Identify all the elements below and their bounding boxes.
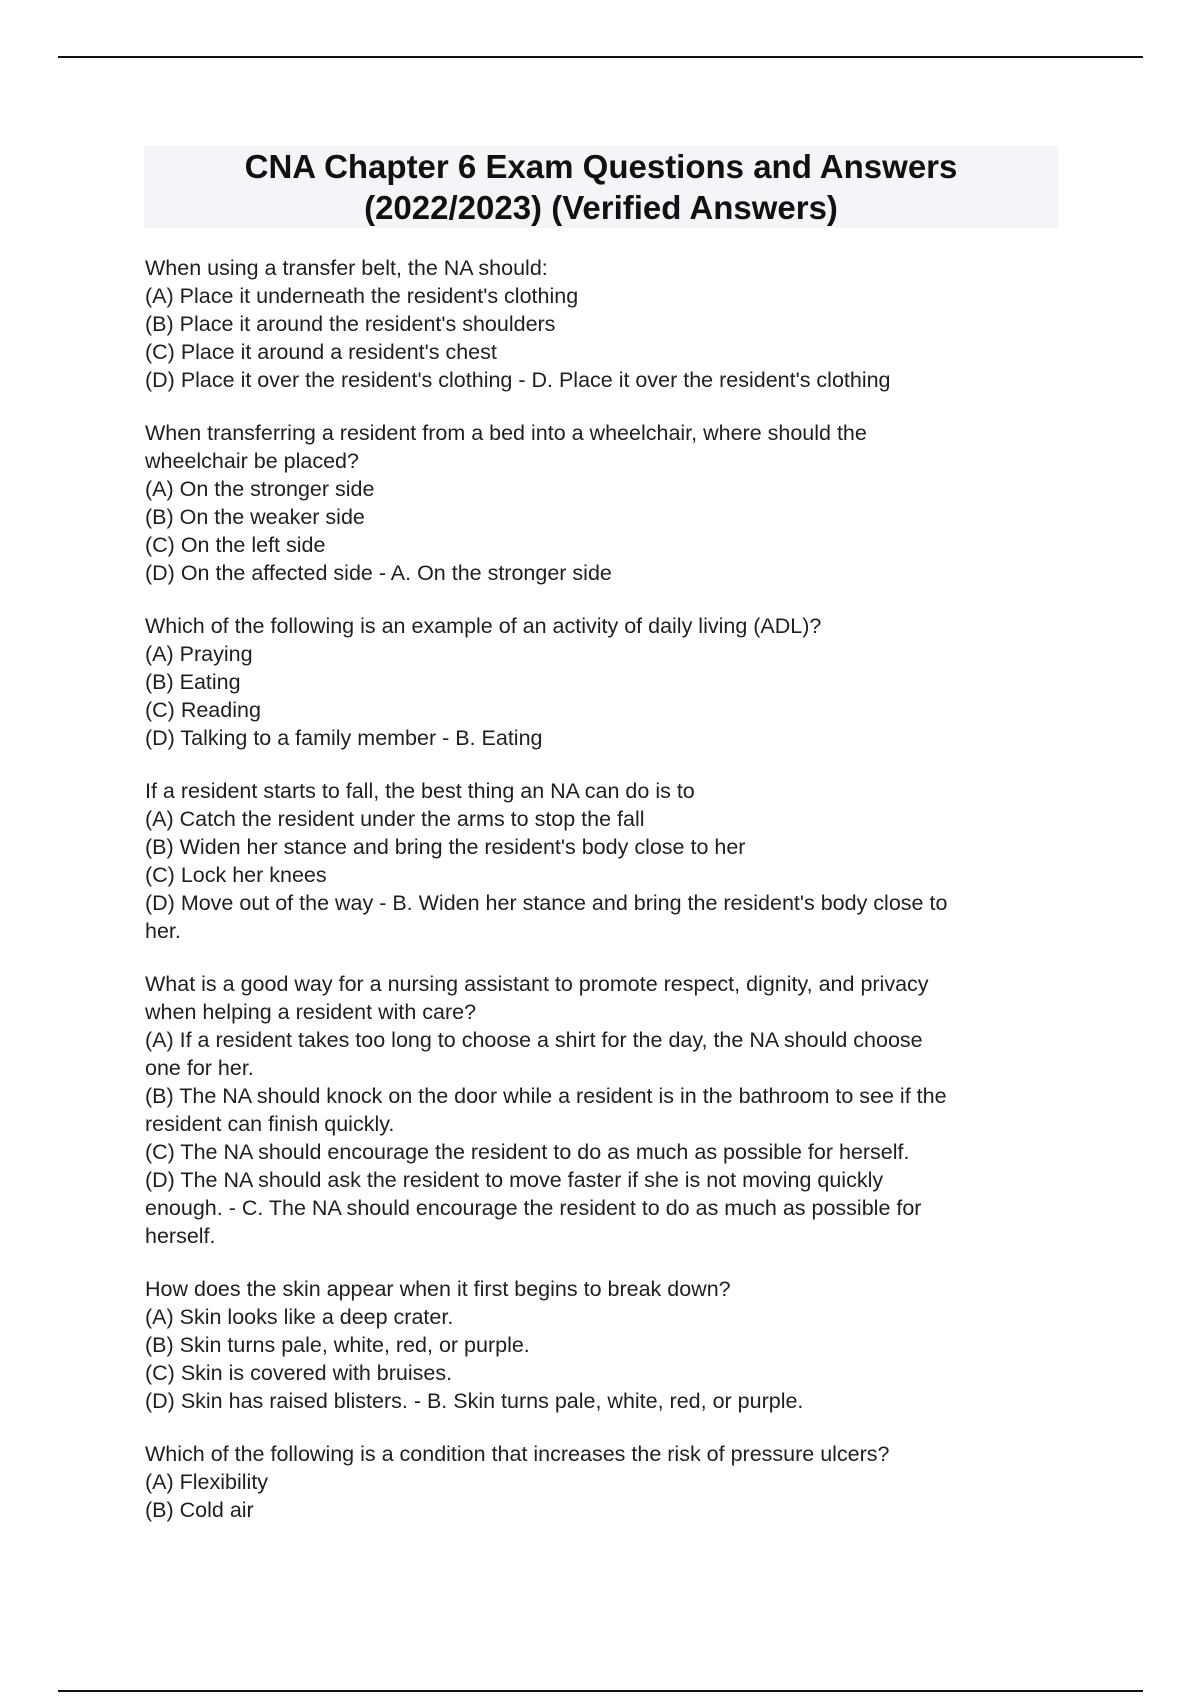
question-text: If a resident starts to fall, the best thing an NA can do is to [145, 779, 695, 803]
question-text: When using a transfer belt, the NA should: [145, 256, 548, 280]
question-line: (D) The NA should ask the resident to move faster if she is not moving quickly [145, 1168, 884, 1192]
question-line: her. [145, 919, 181, 943]
question-line: (D) Place it over the resident's clothing - D. Place it over the resident's clothing [145, 368, 891, 392]
question-line: resident can finish quickly. [145, 1112, 395, 1136]
question-line: (A) Praying [145, 642, 253, 666]
title-banner [144, 146, 1058, 228]
question-block [145, 1275, 1065, 1415]
question-line: (B) The NA should knock on the door while a resident is in the bathroom to see if the [145, 1084, 947, 1108]
question-line: (A) Skin looks like a deep crater. [145, 1305, 454, 1329]
page-title-line-1: CNA Chapter 6 Exam Questions and Answers [244, 148, 958, 185]
question-block [145, 970, 1065, 1250]
question-text: Which of the following is an example of an activity of daily living (ADL)? [145, 614, 822, 638]
question-line: (A) Catch the resident under the arms to stop the fall [145, 807, 645, 831]
question-line: (C) Lock her knees [145, 863, 327, 887]
question-text: When transferring a resident from a bed into a wheelchair, where should the [145, 421, 867, 445]
question-block [145, 777, 1065, 945]
question-line: (D) On the affected side - A. On the stronger side [145, 561, 612, 585]
top-rule [58, 56, 1143, 58]
page-title-line-2: (2022/2023) (Verified Answers) [364, 189, 838, 226]
bottom-rule [58, 1690, 1143, 1692]
question-line: (D) Talking to a family member - B. Eating [145, 726, 543, 750]
question-line: (C) Reading [145, 698, 261, 722]
question-text: How does the skin appear when it first begins to break down? [145, 1277, 731, 1301]
question-text: What is a good way for a nursing assistant to promote respect, dignity, and privacy [145, 972, 929, 996]
question-block [145, 1440, 1065, 1524]
question-line: (C) On the left side [145, 533, 326, 557]
question-block [145, 612, 1065, 752]
question-line: wheelchair be placed? [145, 449, 359, 473]
question-line: (A) Flexibility [145, 1470, 269, 1494]
question-line: (A) On the stronger side [145, 477, 375, 501]
question-line: (A) If a resident takes too long to choose a shirt for the day, the NA should choose [145, 1028, 923, 1052]
question-line: when helping a resident with care? [145, 1000, 477, 1024]
question-line: (C) Place it around a resident's chest [145, 340, 497, 364]
question-text: Which of the following is a condition that increases the risk of pressure ulcers? [145, 1442, 890, 1466]
question-line: (D) Skin has raised blisters. - B. Skin turns pale, white, red, or purple. [145, 1389, 804, 1413]
question-line: (B) Skin turns pale, white, red, or purple. [145, 1333, 530, 1357]
question-block [145, 254, 1065, 394]
question-line: enough. - C. The NA should encourage the resident to do as much as possible for [145, 1196, 922, 1220]
question-line: (B) Place it around the resident's shoulders [145, 312, 556, 336]
question-block [145, 419, 1065, 587]
question-line: herself. [145, 1224, 216, 1248]
question-list [145, 254, 1065, 1549]
question-line: (A) Place it underneath the resident's clothing [145, 284, 579, 308]
question-line: (B) Eating [145, 670, 241, 694]
question-line: (B) Cold air [145, 1498, 254, 1522]
question-line: (C) The NA should encourage the resident to do as much as possible for herself. [145, 1140, 910, 1164]
question-line: (C) Skin is covered with bruises. [145, 1361, 453, 1385]
question-line: (B) Widen her stance and bring the resident's body close to her [145, 835, 746, 859]
question-line: one for her. [145, 1056, 254, 1080]
question-line: (D) Move out of the way - B. Widen her stance and bring the resident's body close to [145, 891, 948, 915]
question-line: (B) On the weaker side [145, 505, 365, 529]
